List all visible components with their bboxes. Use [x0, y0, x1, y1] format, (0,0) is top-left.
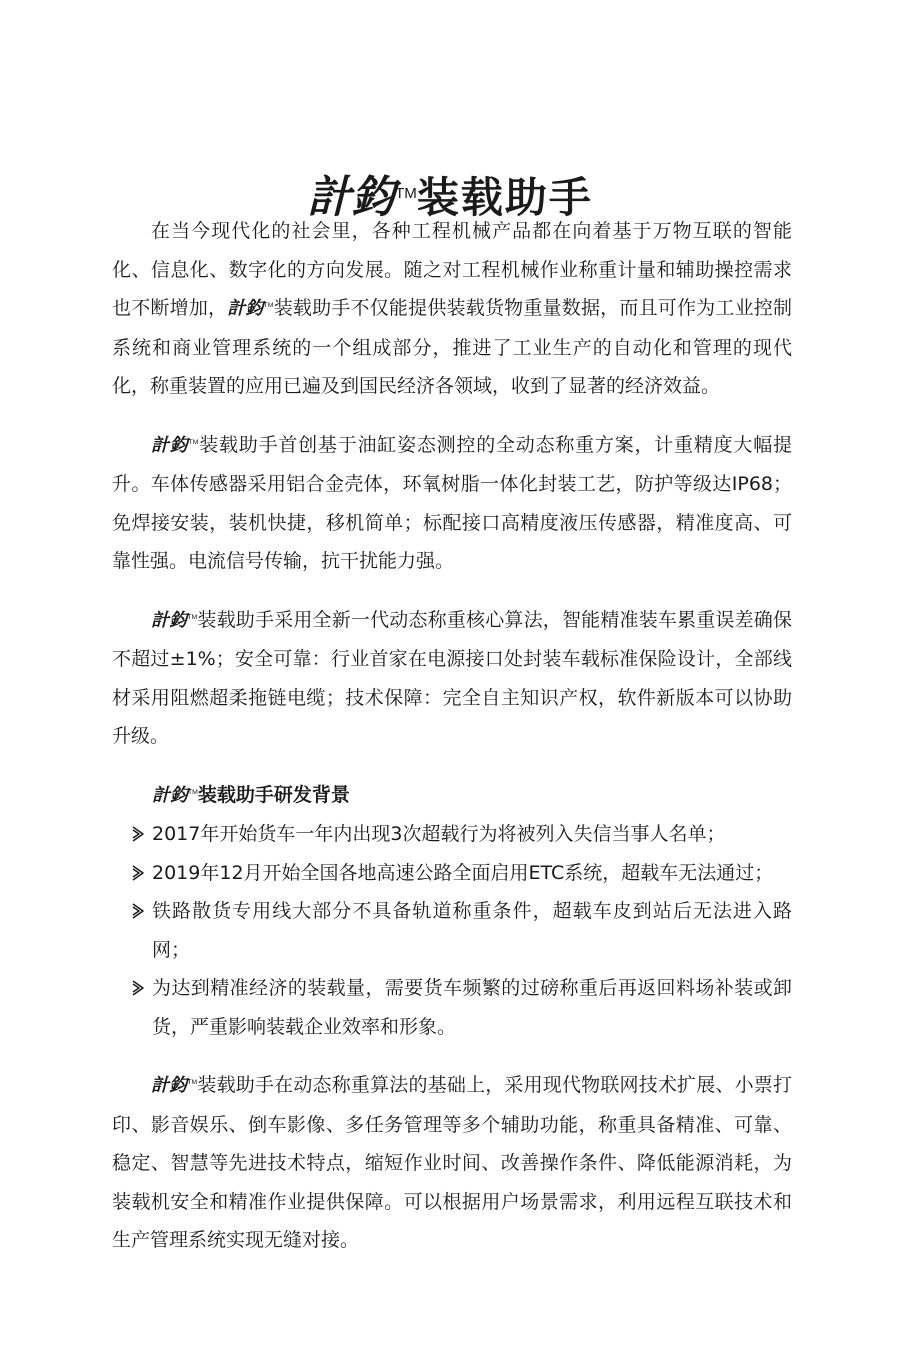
algorithm-text: 装载助手采用全新一代动态称重核心算法，智能精准装车累重误差确保不超过±1%；安全可靠：行业首家在电源接口处封装车载标准保险设计，全部线材采用阻燃超柔拖链电缆；技术保障：完全自主知识产权，软件新版本可以协助升级。 [112, 608, 792, 747]
page-title-text: 装载助手 [416, 173, 593, 223]
chevron-right-icon [130, 826, 146, 842]
intro-paragraph [112, 212, 792, 406]
closing-paragraph [112, 1066, 792, 1260]
article-body [112, 212, 792, 1280]
brand-logo: 計鈞 [227, 298, 264, 319]
chevron-right-icon [130, 980, 146, 996]
chevron-right-icon [130, 903, 146, 919]
list-item [112, 854, 792, 893]
intro-text-continued: 装载助手不仅能提供装载货物重量数据，而且可作为工业控制系统和商业管理系统的一个组成部分，推进了工业生产的自动化和管理的现代化，称重装置的应用已遍及到国民经济各领域，收到了显著的经济效益。 [112, 297, 792, 397]
algorithm-paragraph [112, 601, 792, 756]
trademark-mark: TM [188, 438, 199, 446]
trademark-mark: TM [263, 302, 274, 310]
list-item-text: 为达到精准经济的装载量，需要货车频繁的过磅称重后再返回料场补装或卸货，严重影响装载企业效率和形象。 [152, 977, 792, 1038]
trademark-mark: TM [188, 788, 198, 796]
section-heading-text: 装载助手研发背景 [197, 783, 350, 806]
sensor-text: 装载助手首创基于油缸姿态测控的全动态称重方案，计重精度大幅提升。车体传感器采用铝合金壳体，环氧树脂一体化封装工艺，防护等级达IP68；免焊接安装，装机快捷，移机简单；标配接口高精度液压传感器，精准度高、可靠性强。电流信号传输，抗干扰能力强。 [112, 433, 792, 572]
brand-logo: 計鈞 [151, 434, 189, 456]
list-item-text: 2017年开始货车一年内出现3次超载行为将被列入失信当事人名单； [152, 823, 726, 845]
brand-logo: 計鈞 [307, 172, 396, 224]
list-item-text: 铁路散货专用线大部分不具备轨道称重条件，超载车皮到站后无法进入路网； [152, 900, 792, 961]
intro-text: 在当今现代化的社会里，各种工程机械产品都在向着基于万物互联的智能化、信息化、数字化的方向发展。随之对工程机械作业称重计量和辅助操控需求也不断增加， [112, 220, 792, 319]
trademark-mark: TM [187, 1079, 198, 1087]
background-list [112, 815, 792, 1046]
closing-text: 装载助手在动态称重算法的基础上，采用现代物联网技术扩展、小票打印、影音娱乐、倒车影像、多任务管理等多个辅助功能，称重具备精准、可靠、稳定、智慧等先进技术特点，缩短作业时间、改善操作条件、降低能源消耗，为装载机安全和精准作业提供保障。可以根据用户场景需求，利用远程互联技术和生产管理系统实现无缝对接。 [112, 1074, 792, 1251]
list-item [112, 892, 792, 969]
list-item [112, 969, 792, 1046]
list-item [112, 815, 792, 854]
sensor-paragraph [112, 426, 792, 581]
trademark-mark: TM [187, 613, 198, 621]
brand-logo: 計鈞 [151, 1075, 188, 1096]
trademark-mark: TM [395, 185, 417, 203]
section-heading [112, 776, 792, 816]
chevron-right-icon [130, 865, 146, 881]
brand-logo: 計鈞 [152, 784, 188, 806]
list-item-text: 2019年12月开始全国各地高速公路全面启用ETC系统，超载车无法通过； [152, 861, 774, 884]
brand-logo: 計鈞 [151, 609, 188, 631]
